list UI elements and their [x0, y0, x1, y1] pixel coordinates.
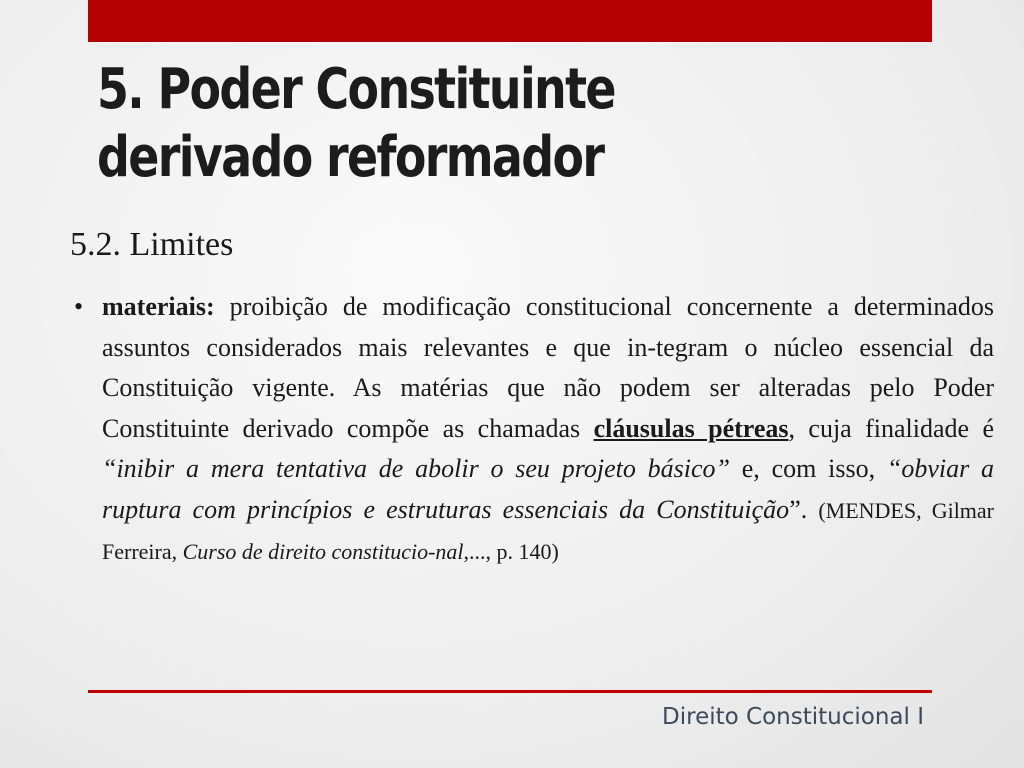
slide-body: [70, 287, 994, 573]
bullet-term: materiais:: [102, 292, 215, 321]
bullet-item: [70, 287, 994, 573]
slide-title: [97, 56, 769, 192]
slide-title-line-2: derivado reformador: [97, 125, 604, 190]
citation-book-title: Curso de direito constitucio-nal: [182, 539, 464, 564]
body-text-part-3: e, com isso,: [741, 454, 876, 483]
citation-author: (MENDES, Gilmar Ferreira,: [102, 497, 995, 564]
body-text-part-1: proibição de modificação constitucional concernente a determinados assuntos considerados mais relevantes e que in-tegram o núcleo essencial da Constituição vigente. As matérias que não podem ser alteradas pelo Poder Constituinte derivado compõe as chamadas: [102, 292, 994, 443]
footer-divider: [88, 690, 932, 693]
quote-1: “inibir a mera tentativa de abolir o seu projeto básico”: [102, 454, 730, 483]
slide-title-line-1: 5. Poder Constituinte: [97, 57, 615, 122]
body-text-part-2: , cuja finalidade é: [788, 413, 995, 443]
key-term-clausulas-petreas: cláusulas pétreas: [593, 413, 789, 443]
top-accent-bar: [88, 0, 932, 42]
bullet-icon: •: [74, 292, 84, 321]
bullet-text: [102, 287, 994, 573]
quote-2-end: ”.: [789, 494, 808, 524]
section-heading: 5.2. Limites: [70, 226, 234, 263]
footer-course-title: Direito Constitucional I: [662, 704, 924, 730]
citation-page: ,..., p. 140): [463, 539, 559, 564]
quote-2: “obviar a ruptura com princípios e estruturas essenciais da Constituição: [102, 454, 995, 524]
